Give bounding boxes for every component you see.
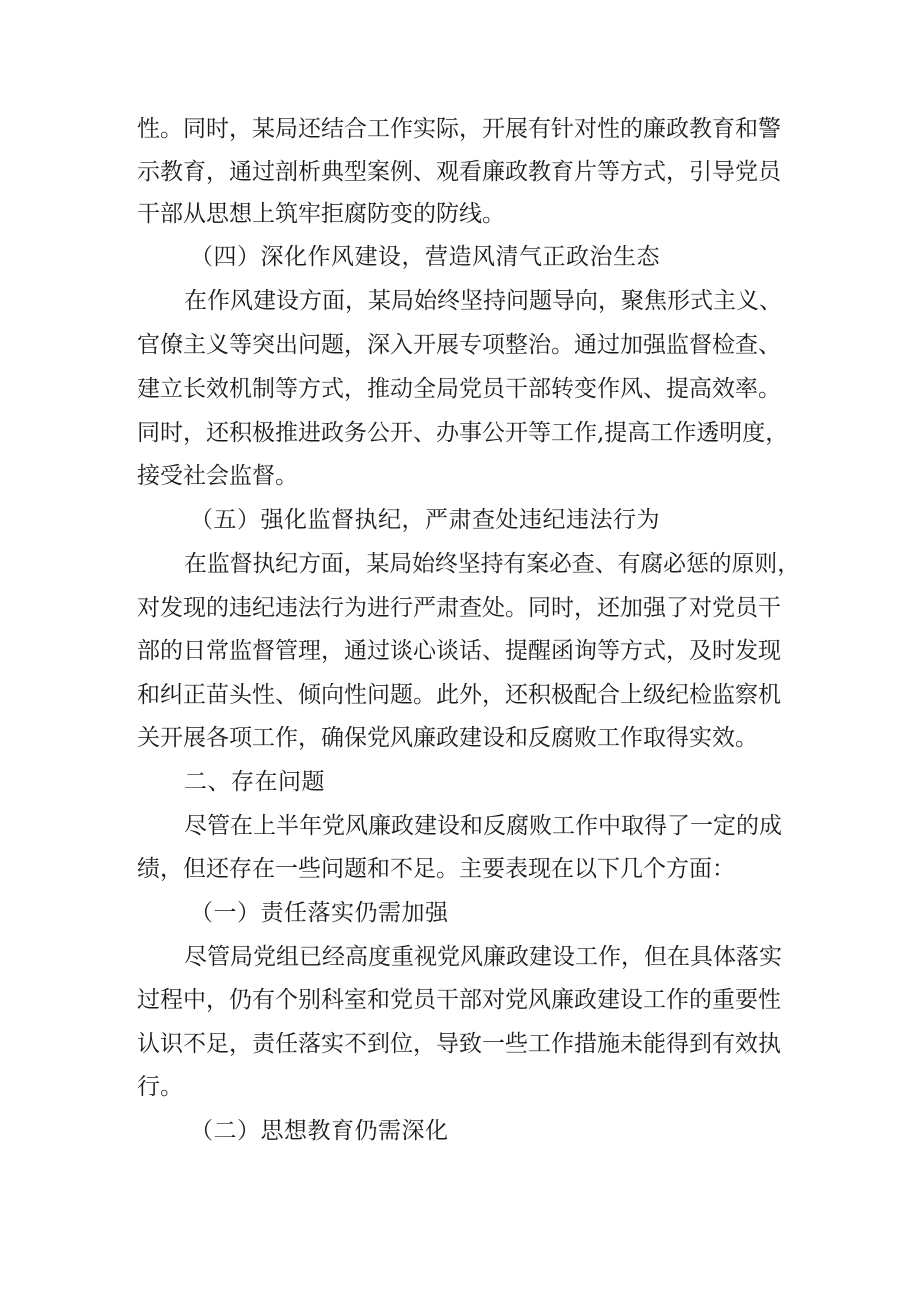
body-line: 对发现的违纪违法行为进行严肃查处。同时，还加强了对党员干 [137,595,781,621]
body-line: 和纠正苗头性、倾向性问题。此外，还积极配合上级纪检监察机 [137,682,781,708]
body-line: 建立长效机制等方式，推动全局党员干部转变作风、提高效率。 [137,376,781,402]
subheading-five: （五）强化监督执纪，严肃查处违纪违法行为 [190,507,660,533]
body-line: 绩，但还存在一些问题和不足。主要表现在以下几个方面： [137,856,735,882]
subheading-four: （四）深化作风建设，营造风清气正政治生态 [190,244,660,270]
section-heading-problems: 二、存在问题 [184,769,325,795]
body-line: 过程中，仍有个别科室和党员干部对党风廉政建设工作的重要性 [137,987,781,1013]
subheading-one: （一）责任落实仍需加强 [190,900,449,926]
body-line: 部的日常监督管理，通过谈心谈话、提醒函询等方式，及时发现 [137,638,781,664]
body-line: 行。 [137,1074,183,1100]
body-line: 干部从思想上筑牢拒腐防变的防线。 [137,201,505,227]
body-line: 在作风建设方面，某局始终坚持问题导向，聚焦形式主义、 [184,288,782,314]
body-line: 性。同时，某局还结合工作实际，开展有针对性的廉政教育和警 [137,116,781,142]
body-line: 官僚主义等突出问题，深入开展专项整治。通过加强监督检查、 [137,332,781,358]
body-line: 在监督执纪方面，某局始终坚持有案必查、有腐必惩的原则， [184,551,801,577]
body-line: 示教育，通过剖析典型案例、观看廉政教育片等方式，引导党员 [137,159,781,185]
subheading-two: （二）思想教育仍需深化 [190,1118,449,1144]
body-line: 认识不足，责任落实不到位，导致一些工作措施未能得到有效执 [137,1031,781,1057]
body-line: 尽管局党组已经高度重视党风廉政建设工作，但在具体落实 [184,944,782,970]
body-line: 关开展各项工作，确保党风廉政建设和反腐败工作取得实效。 [137,725,758,751]
body-line: 尽管在上半年党风廉政建设和反腐败工作中取得了一定的成 [184,813,782,839]
body-line: 同时，还积极推进政务公开、办事公开等工作,提高工作透明度， [137,420,789,446]
body-line: 接受社会监督。 [137,463,298,489]
